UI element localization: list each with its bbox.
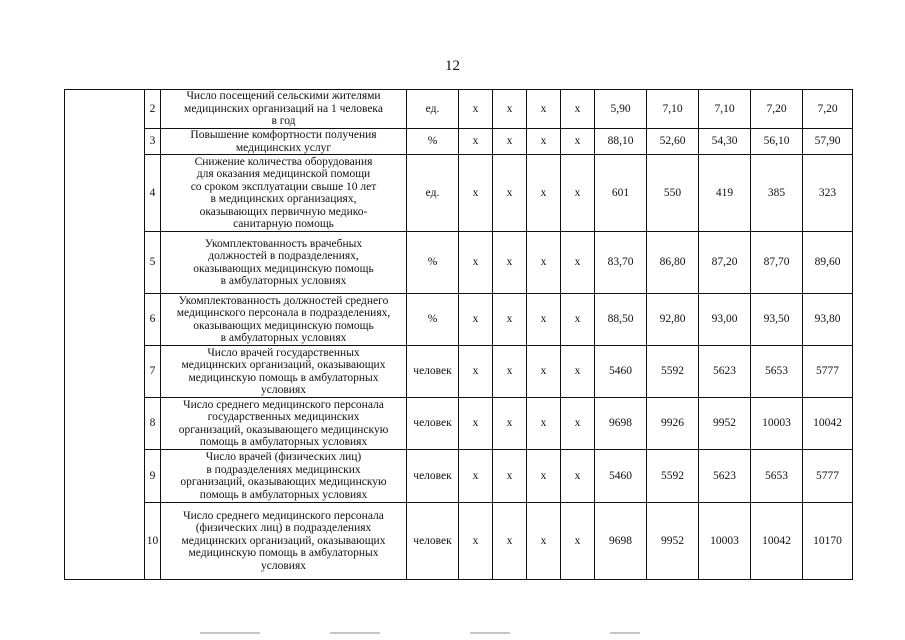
x-cell: х	[561, 398, 595, 450]
x-cell: х	[561, 232, 595, 294]
x-cell: х	[561, 503, 595, 580]
value-cell: 5623	[699, 450, 751, 503]
x-cell: х	[459, 503, 493, 580]
unit-cell: ед.	[407, 90, 459, 129]
value-cell: 5777	[803, 346, 853, 398]
table-row	[65, 129, 853, 155]
value-cell: 7,10	[699, 90, 751, 129]
value-cell: 88,10	[595, 129, 647, 155]
x-cell: х	[561, 450, 595, 503]
value-cell: 10042	[751, 503, 803, 580]
value-cell: 9952	[647, 503, 699, 580]
x-cell: х	[459, 450, 493, 503]
x-cell: х	[527, 450, 561, 503]
value-cell: 9698	[595, 398, 647, 450]
value-cell: 93,80	[803, 294, 853, 346]
value-cell: 56,10	[751, 129, 803, 155]
value-cell: 88,50	[595, 294, 647, 346]
table-row	[65, 346, 853, 398]
value-cell: 92,80	[647, 294, 699, 346]
x-cell: х	[493, 232, 527, 294]
value-cell: 87,20	[699, 232, 751, 294]
x-cell: х	[459, 155, 493, 232]
indicator-name: Число врачей государственных медицинских организаций, оказывающих медицинскую помощь в амбулаторных условиях	[161, 346, 407, 398]
table-row	[65, 294, 853, 346]
value-cell: 7,20	[751, 90, 803, 129]
page-number: 12	[445, 58, 460, 74]
x-cell: х	[527, 398, 561, 450]
value-cell: 5623	[699, 346, 751, 398]
table-row	[65, 398, 853, 450]
value-cell: 323	[803, 155, 853, 232]
value-cell: 9926	[647, 398, 699, 450]
row-number: 9	[145, 450, 161, 503]
unit-cell: %	[407, 232, 459, 294]
indicator-name: Снижение количества оборудования для оказания медицинской помощи со сроком эксплуатации свыше 10 лет в медицинских организациях, оказывающих первичную медико- санитарную помощь	[161, 155, 407, 232]
x-cell: х	[459, 294, 493, 346]
value-cell: 9952	[699, 398, 751, 450]
value-cell: 89,60	[803, 232, 853, 294]
value-cell: 10003	[699, 503, 751, 580]
x-cell: х	[527, 155, 561, 232]
indicator-name: Число посещений сельскими жителями медицинских организаций на 1 человека в год	[161, 90, 407, 129]
x-cell: х	[493, 398, 527, 450]
x-cell: х	[527, 90, 561, 129]
x-cell: х	[493, 129, 527, 155]
x-cell: х	[561, 294, 595, 346]
value-cell: 5777	[803, 450, 853, 503]
unit-cell: ед.	[407, 155, 459, 232]
scan-artifact	[610, 632, 640, 634]
x-cell: х	[493, 346, 527, 398]
value-cell: 7,10	[647, 90, 699, 129]
indicator-name: Число среднего медицинского персонала (физических лиц) в подразделениях медицинских организаций, оказывающих медицинскую помощь в амбулаторных условиях	[161, 503, 407, 580]
x-cell: х	[561, 90, 595, 129]
table-row	[65, 503, 853, 580]
value-cell: 87,70	[751, 232, 803, 294]
value-cell: 5460	[595, 346, 647, 398]
row-number: 8	[145, 398, 161, 450]
table-row	[65, 90, 853, 129]
x-cell: х	[459, 398, 493, 450]
value-cell: 385	[751, 155, 803, 232]
value-cell: 54,30	[699, 129, 751, 155]
row-number: 4	[145, 155, 161, 232]
value-cell: 5653	[751, 346, 803, 398]
unit-cell: человек	[407, 346, 459, 398]
x-cell: х	[459, 129, 493, 155]
indicator-name: Укомплектованность врачебных должностей в подразделениях, оказывающих медицинскую помощь в амбулаторных условиях	[161, 232, 407, 294]
unit-cell: %	[407, 129, 459, 155]
unit-cell: человек	[407, 503, 459, 580]
row-number: 5	[145, 232, 161, 294]
x-cell: х	[527, 232, 561, 294]
unit-cell: человек	[407, 398, 459, 450]
value-cell: 601	[595, 155, 647, 232]
indicator-name: Укомплектованность должностей среднего медицинского персонала в подразделениях, оказывающих медицинскую помощь в амбулаторных условиях	[161, 294, 407, 346]
unit-cell: человек	[407, 450, 459, 503]
value-cell: 9698	[595, 503, 647, 580]
value-cell: 10042	[803, 398, 853, 450]
x-cell: х	[493, 90, 527, 129]
x-cell: х	[561, 346, 595, 398]
scan-artifact	[330, 632, 380, 634]
value-cell: 419	[699, 155, 751, 232]
scan-artifact	[470, 632, 510, 634]
value-cell: 5592	[647, 450, 699, 503]
row-number: 10	[145, 503, 161, 580]
x-cell: х	[459, 232, 493, 294]
row-number: 7	[145, 346, 161, 398]
unit-cell: %	[407, 294, 459, 346]
table-row	[65, 232, 853, 294]
value-cell: 5653	[751, 450, 803, 503]
x-cell: х	[493, 294, 527, 346]
x-cell: х	[493, 503, 527, 580]
table-row	[65, 450, 853, 503]
x-cell: х	[527, 346, 561, 398]
x-cell: х	[561, 129, 595, 155]
x-cell: х	[459, 346, 493, 398]
value-cell: 5,90	[595, 90, 647, 129]
indicators-table	[64, 89, 853, 580]
value-cell: 10170	[803, 503, 853, 580]
value-cell: 550	[647, 155, 699, 232]
indicator-name: Число среднего медицинского персонала государственных медицинских организаций, оказывающего медицинскую помощь в амбулаторных условиях	[161, 398, 407, 450]
value-cell: 7,20	[803, 90, 853, 129]
value-cell: 86,80	[647, 232, 699, 294]
x-cell: х	[561, 155, 595, 232]
value-cell: 83,70	[595, 232, 647, 294]
row-number: 6	[145, 294, 161, 346]
row-number: 2	[145, 90, 161, 129]
value-cell: 93,50	[751, 294, 803, 346]
value-cell: 57,90	[803, 129, 853, 155]
value-cell: 52,60	[647, 129, 699, 155]
x-cell: х	[493, 450, 527, 503]
blank-merged-cell	[65, 90, 145, 580]
x-cell: х	[493, 155, 527, 232]
value-cell: 5592	[647, 346, 699, 398]
value-cell: 5460	[595, 450, 647, 503]
x-cell: х	[527, 294, 561, 346]
value-cell: 10003	[751, 398, 803, 450]
row-number: 3	[145, 129, 161, 155]
indicator-name: Повышение комфортности получения медицинских услуг	[161, 129, 407, 155]
x-cell: х	[459, 90, 493, 129]
x-cell: х	[527, 503, 561, 580]
scan-artifact	[200, 632, 260, 634]
value-cell: 93,00	[699, 294, 751, 346]
x-cell: х	[527, 129, 561, 155]
indicator-name: Число врачей (физических лиц) в подразделениях медицинских организаций, оказывающих медицинскую помощь в амбулаторных условиях	[161, 450, 407, 503]
table-row	[65, 155, 853, 232]
